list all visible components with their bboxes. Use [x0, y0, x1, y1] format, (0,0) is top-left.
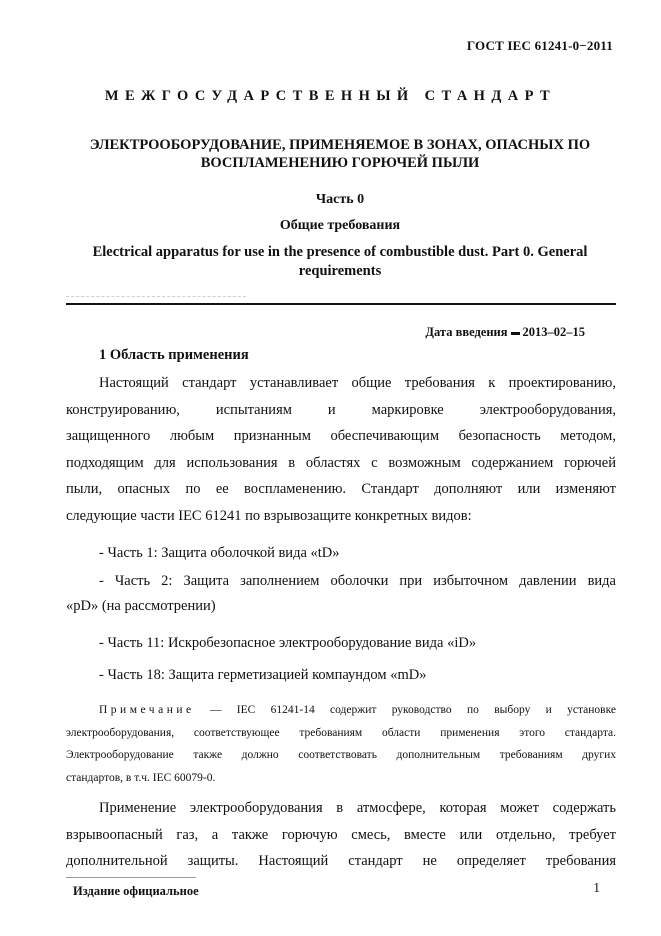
- title-russian-line-2: ВОСПЛАМЕНЕНИЮ ГОРЮЧЕЙ ПЫЛИ: [200, 155, 480, 171]
- standard-type-heading: МЕЖГОСУДАРСТВЕННЫЙ СТАНДАРТ: [104, 88, 557, 104]
- title-russian: [60, 136, 620, 172]
- title-english-line-2: requirements: [298, 263, 382, 279]
- official-edition-label: Издание официальное: [73, 884, 199, 898]
- title-divider-rule: [66, 303, 616, 305]
- note-line: стандартов, в т.ч. IEC 60079-0.: [66, 771, 216, 784]
- note-dash: —: [209, 704, 222, 716]
- dash-mark: [511, 332, 520, 335]
- paragraph-line: взрывоопасный газ, а также горючую смесь, вместе или отдельно, требует: [66, 826, 616, 843]
- paragraph-line: конструированию, испытаниям и маркировке электрооборудования,: [66, 401, 616, 418]
- title-english-line-1: Electrical apparatus for use in the presence of combustible dust. Part 0. General: [92, 244, 588, 260]
- paragraph-line: Настоящий стандарт устанавливает общие требования к проектированию,: [99, 375, 616, 391]
- title-english: [60, 243, 620, 281]
- part-number: Часть 0: [315, 192, 365, 207]
- list-item-part-2: - Часть 2: Защита заполнением оболочки при избыточном давлении вида: [99, 573, 616, 589]
- note-block: [66, 699, 616, 789]
- part-name: Общие требования: [279, 218, 401, 233]
- note-line: Электрооборудование также должно соответствовать дополнительным требованиям других: [66, 749, 616, 761]
- note-line: [66, 699, 616, 722]
- paragraph-line: дополнительной защиты. Настоящий стандарт не определяет требования: [66, 853, 616, 869]
- title-russian-line-1: ЭЛЕКТРООБОРУДОВАНИЕ, ПРИМЕНЯЕМОЕ В ЗОНАХ, ОПАСНЫХ ПО: [89, 137, 591, 153]
- note-text: IEC 61241-14 содержит руководство по выбору и установке: [236, 704, 616, 716]
- page-number: 1: [593, 880, 600, 895]
- document-code: ГОСТ IEC 61241-0−2011: [466, 38, 613, 53]
- scope-paragraph-1: [66, 370, 616, 529]
- note-label: Примечание: [99, 704, 195, 716]
- list-item-part-11: - Часть 11: Искробезопасное электрооборудование вида «iD»: [99, 635, 477, 651]
- introduction-date: [425, 325, 585, 340]
- faint-rule: [66, 296, 246, 298]
- list-item-part-1: - Часть 1: Защита оболочкой вида «tD»: [99, 545, 340, 561]
- introduction-date-value: 2013–02–15: [522, 325, 585, 339]
- section-heading: 1 Область применения: [99, 347, 249, 363]
- introduction-date-label: Дата введения: [425, 325, 508, 339]
- list-item-part-2-continued: «pD» (на рассмотрении): [66, 598, 216, 614]
- list-item-part-18: - Часть 18: Защита герметизацией компаундом «mD»: [99, 667, 427, 683]
- paragraph-line: следующие части IEC 61241 по взрывозащите конкретных видов:: [66, 507, 472, 524]
- paragraph-line: защищенного любым признанным обеспечивающим безопасность методом,: [66, 428, 616, 444]
- note-line: электрооборудования, соответствующее требованиям области применения этого стандарта.: [66, 726, 616, 739]
- paragraph-line: Применение электрооборудования в атмосфере, которая может содержать: [99, 800, 616, 816]
- paragraph-line: пыли, опасных по ее воспламенению. Стандарт дополняют или изменяют: [66, 481, 616, 497]
- scope-paragraph-2: [66, 795, 616, 875]
- footer-rule: [66, 877, 196, 878]
- paragraph-line: подходящим для использования в областях с возможным содержанием горючей: [66, 454, 616, 471]
